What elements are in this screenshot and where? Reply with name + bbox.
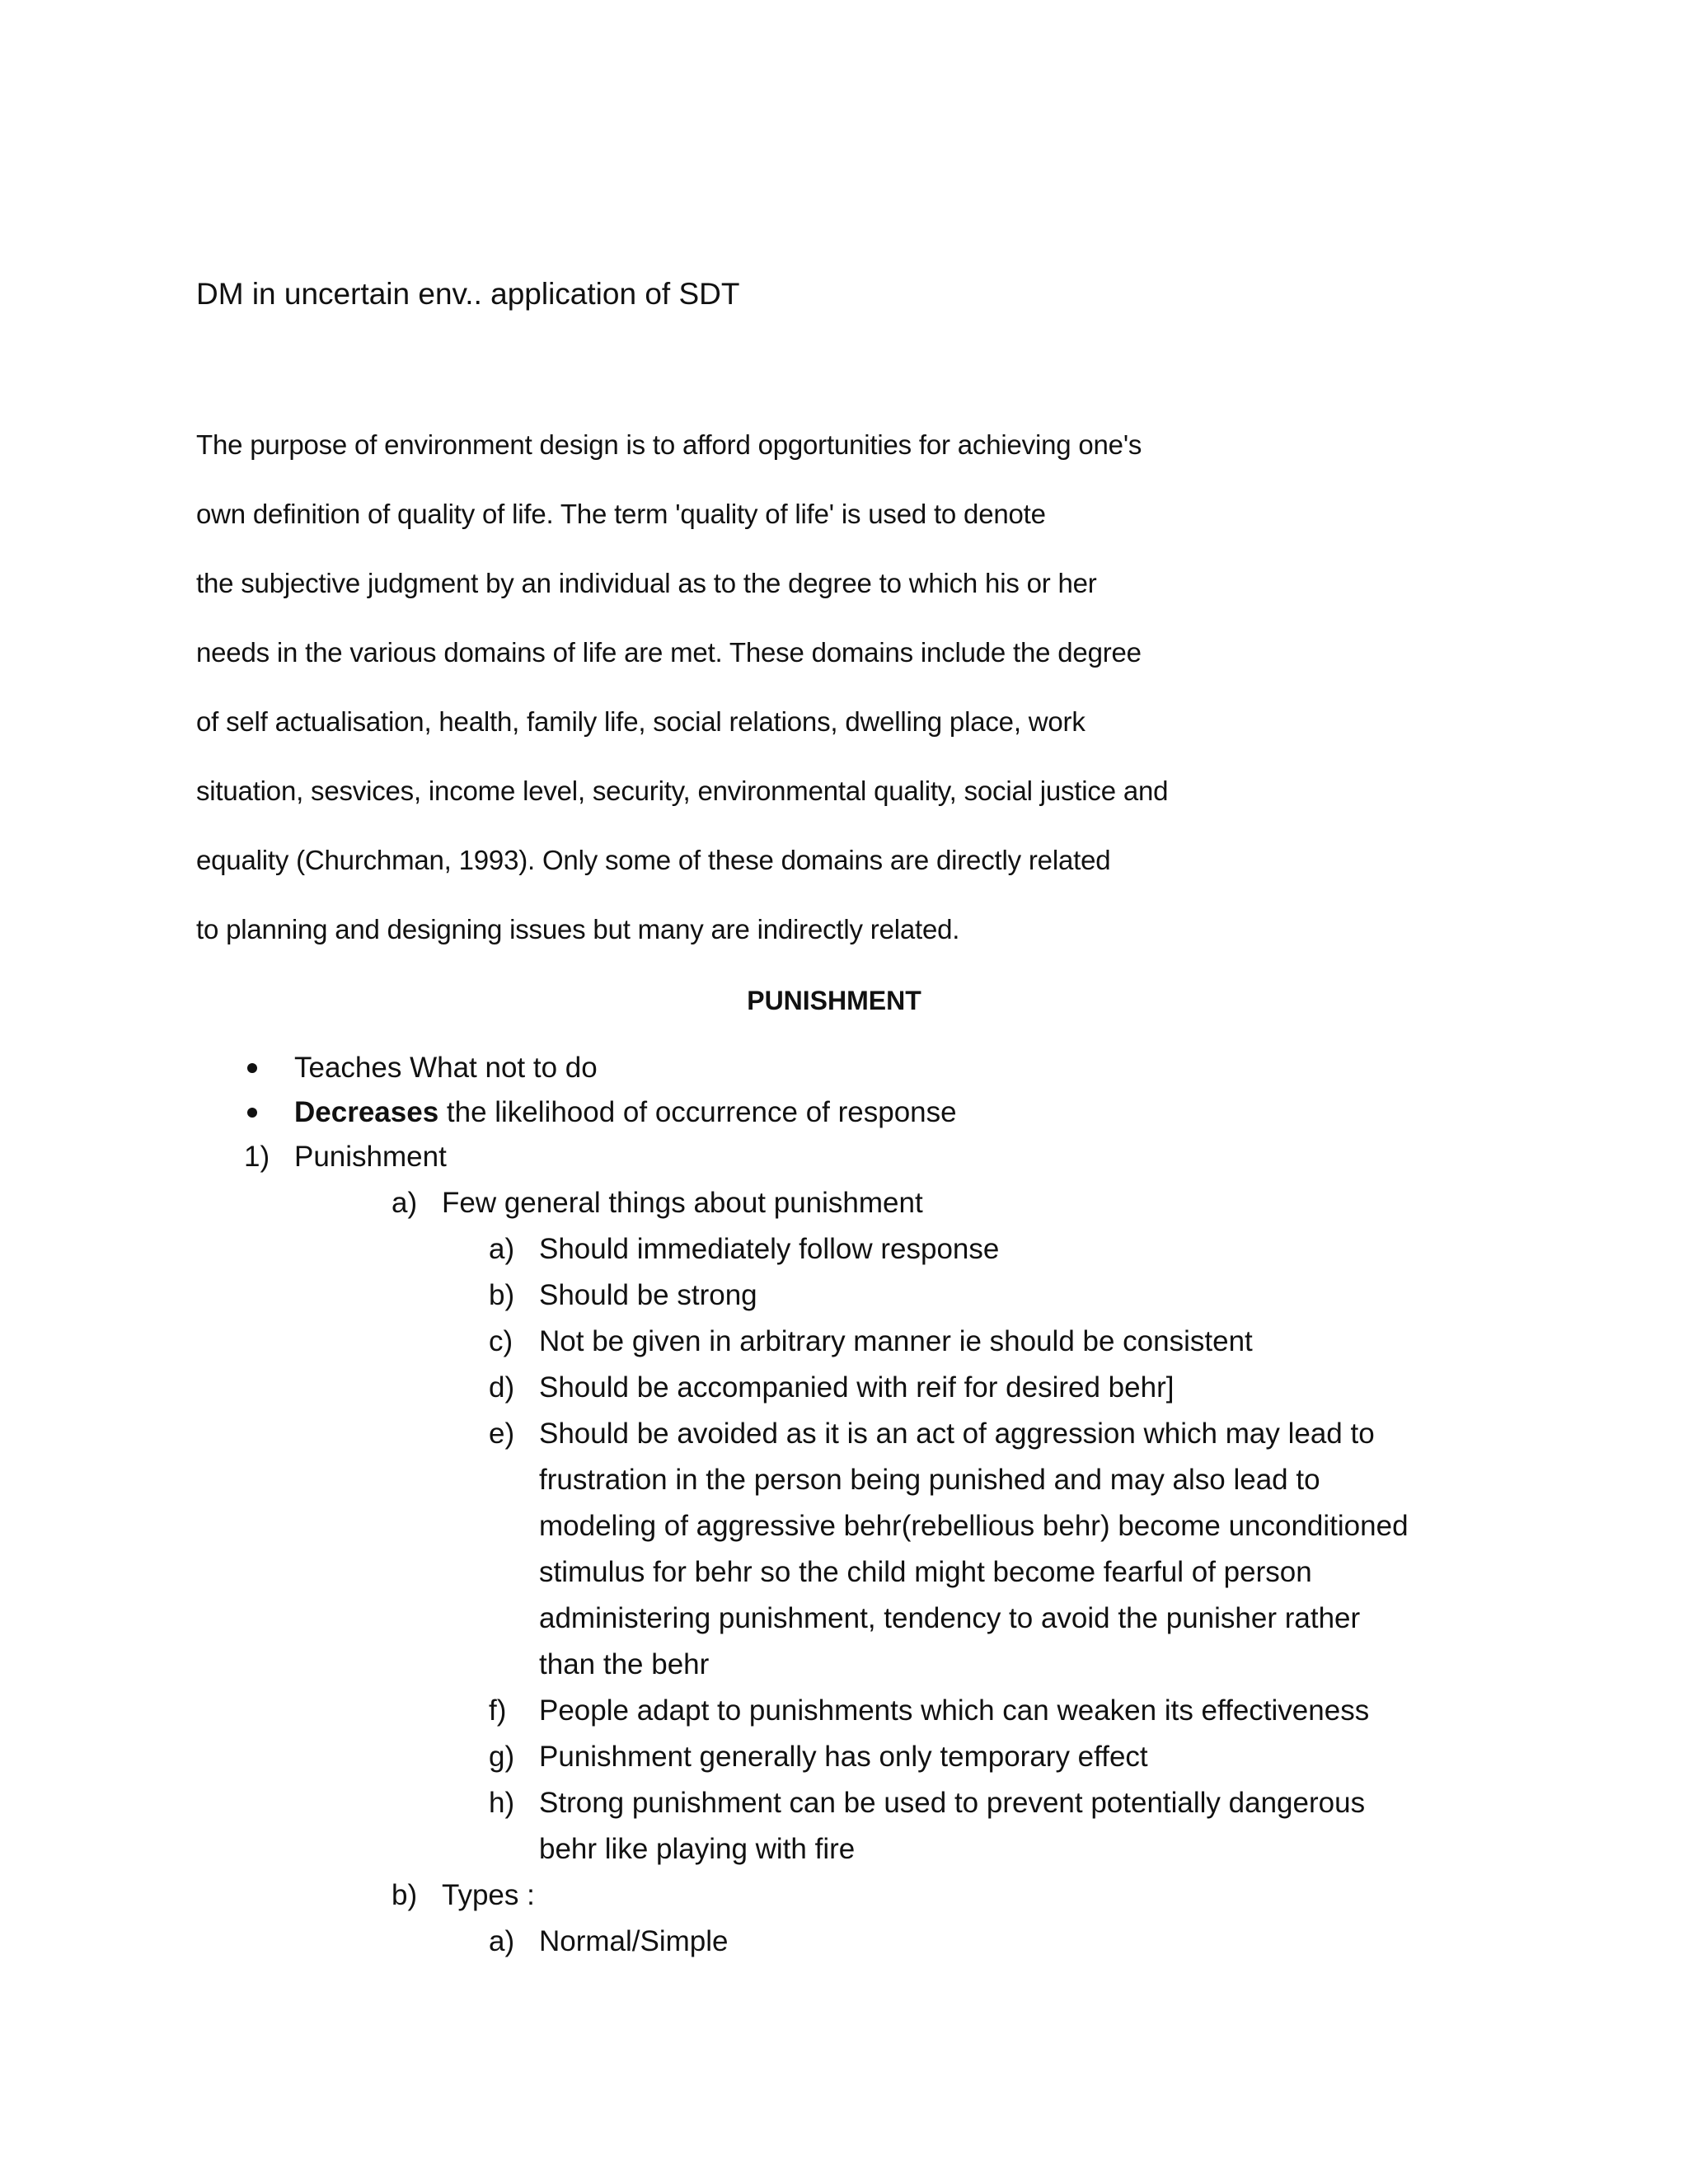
section-title: PUNISHMENT <box>747 986 921 1015</box>
list-item-text: Types : <box>442 1879 535 1911</box>
list-marker: e) <box>489 1418 515 1450</box>
list-marker: d) <box>489 1371 515 1404</box>
list-item-text: Punishment <box>294 1141 447 1173</box>
list-item-text: modeling of aggressive behr(rebellious behr) become unconditioned <box>539 1510 1409 1542</box>
paragraph-line: needs in the various domains of life are met. These domains include the degree <box>196 637 1142 668</box>
bullet-text: Teaches What not to do <box>294 1052 598 1084</box>
bullet-dot-icon <box>247 1108 257 1118</box>
list-item-text: Should be strong <box>539 1279 757 1311</box>
paragraph-line: own definition of quality of life. The term 'quality of life' is used to denote <box>196 499 1046 529</box>
list-item-text: Should be accompanied with reif for desired behr] <box>539 1371 1175 1404</box>
list-marker: h) <box>489 1787 515 1819</box>
paragraph-line: of self actualisation, health, family life, social relations, dwelling place, work <box>196 706 1085 737</box>
list-marker: a) <box>392 1187 418 1219</box>
paragraph-line: The purpose of environment design is to afford opgortunities for achieving one's <box>196 429 1142 460</box>
paragraph-line: the subjective judgment by an individual as to the degree to which his or her <box>196 568 1097 598</box>
list-item-text: Normal/Simple <box>539 1925 729 1957</box>
bullet-dot-icon <box>247 1063 257 1073</box>
list-item-text: administering punishment, tendency to avoid the punisher rather <box>539 1602 1361 1634</box>
paragraph-line: equality (Churchman, 1993). Only some of these domains are directly related <box>196 845 1111 875</box>
bullet-bold-text: Decreases <box>294 1096 439 1128</box>
list-item-text: frustration in the person being punished and may also lead to <box>539 1464 1320 1496</box>
list-marker: b) <box>489 1279 515 1311</box>
page-heading: DM in uncertain env.. application of SDT <box>196 277 740 311</box>
list-item-text: stimulus for behr so the child might become fearful of person <box>539 1556 1312 1588</box>
list-marker: b) <box>392 1879 418 1911</box>
bullet-text: the likelihood of occurrence of response <box>438 1096 957 1128</box>
list-marker: c) <box>489 1325 513 1357</box>
list-item-text: behr like playing with fire <box>539 1833 856 1865</box>
list-item-text: Should be avoided as it is an act of aggression which may lead to <box>539 1418 1375 1450</box>
list-item-text: than the behr <box>539 1648 710 1680</box>
list-marker: a) <box>489 1925 515 1957</box>
list-marker: f) <box>489 1694 507 1727</box>
list-marker: g) <box>489 1741 515 1773</box>
list-item-text: People adapt to punishments which can weaken its effectiveness <box>539 1694 1370 1727</box>
list-item-text: Not be given in arbitrary manner ie should be consistent <box>539 1325 1253 1357</box>
list-marker: a) <box>489 1233 515 1265</box>
list-item-text: Should immediately follow response <box>539 1233 1000 1265</box>
list-item-text: Punishment generally has only temporary effect <box>539 1741 1148 1773</box>
list-marker: 1) <box>244 1141 270 1173</box>
paragraph-line: situation, sesvices, income level, security, environmental quality, social justice and <box>196 776 1169 806</box>
list-item-text: Strong punishment can be used to prevent potentially dangerous <box>539 1787 1366 1819</box>
paragraph-line: to planning and designing issues but many are indirectly related. <box>196 914 960 944</box>
list-item-text: Few general things about punishment <box>442 1187 923 1219</box>
